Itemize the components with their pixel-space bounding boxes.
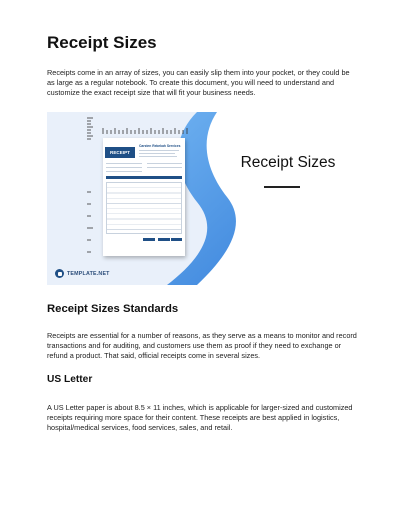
hero-title: Receipt Sizes bbox=[240, 154, 336, 171]
receipt-footer-bar bbox=[171, 238, 182, 241]
receipt-label: RECEIPT bbox=[105, 147, 135, 158]
section-heading-us-letter: US Letter bbox=[47, 374, 93, 385]
page-title: Receipt Sizes bbox=[47, 33, 157, 52]
receipt-footer-bar bbox=[143, 238, 155, 241]
us-letter-paragraph: A US Letter paper is about 8.5 × 11 inches, which is applicable for larger-sized and customized receipts requiring more space for their content. These receipts are best applied in logistics, hospital/medical services, food services, sales, and retail. bbox=[47, 403, 353, 433]
hero-banner-image bbox=[47, 112, 353, 285]
hero-background bbox=[47, 112, 353, 285]
section-heading-standards: Receipt Sizes Standards bbox=[47, 303, 179, 315]
intro-paragraph: Receipts come in an array of sizes, you can easily slip them into your pocket, or they could be as large as a regular notebook. To create this document, you will need to understand and customize the exact receipt size that will fit your business needs. bbox=[47, 68, 350, 98]
brand-name: TEMPLATE.NET bbox=[67, 270, 110, 277]
receipt-footer-bar bbox=[158, 238, 170, 241]
receipt-table-grid bbox=[106, 182, 182, 234]
receipt-template-illustration bbox=[103, 138, 185, 256]
hero-title-underline bbox=[264, 186, 300, 188]
receipt-table-header bbox=[106, 176, 182, 179]
template-logo-icon bbox=[55, 269, 64, 278]
standards-paragraph: Receipts are essential for a number of reasons, as they serve as a means to monitor and record transactions and for auditing, and customers use them as proof if they need to exchange or refund a product. That said, official receipts come in several sizes. bbox=[47, 331, 357, 361]
receipt-company-name: Carsten Rebekah Services bbox=[139, 144, 181, 148]
brand-logo bbox=[55, 269, 110, 278]
